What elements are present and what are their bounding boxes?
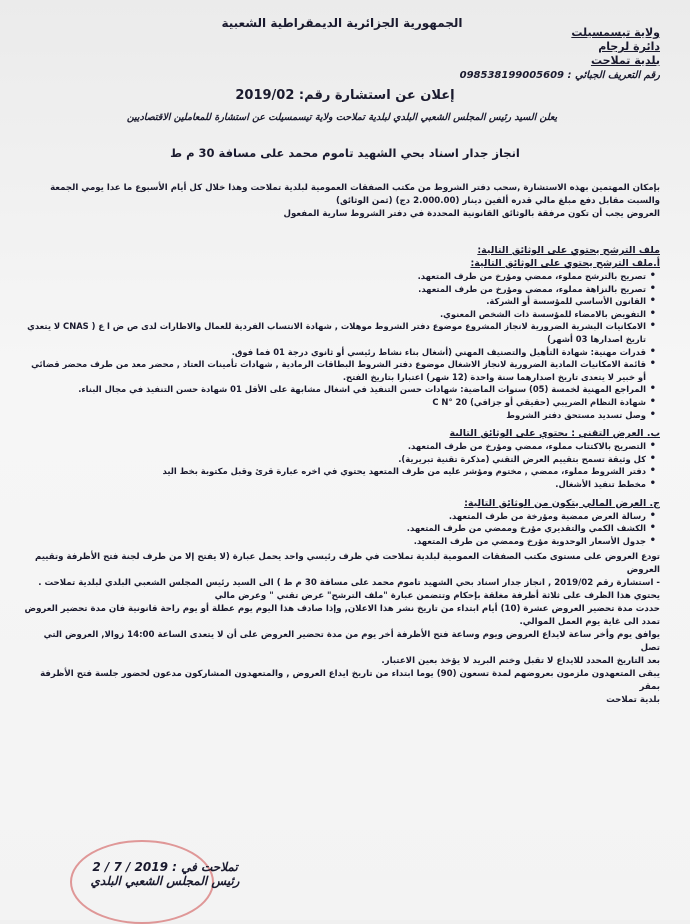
place-date: تملاحت في : 2019 / 7 / 2	[92, 860, 238, 874]
closing-line: يبقى المتعهدون ملزمون بعروضهم لمدة تسعون (90) يوما ابتداء من تاريخ ايداع العروض , والمتعهدون المشاركون مدعون لحضور جلسة فتح الأظرفة بمقر	[40, 669, 660, 693]
announcement-intro: يعلن السيد رئيس المجلس الشعبي البلدي لبلدية تملاحت ولاية تيسمسيلت عن استشارة للمعاملين الاقتصاديين	[126, 112, 558, 123]
list-b	[24, 440, 660, 490]
project-title: انجاز جدار اسناد بحي الشهيد تاموم محمد على مسافة 30 م ط	[170, 146, 520, 160]
list-c	[24, 510, 660, 548]
list-item: • الامكانيات البشرية الضرورية لانجاز المشروع موضوع دفتر الشروط موهلات , شهادة الانتساب الفردية للعمال والاطارات لدى ص ض ا ع ( CNAS لا يتعدي تاريخ اصدارها 03 أشهر)	[24, 320, 646, 345]
closing-line: يحتوي هذا الظرف على ثلاثة أظرفة مغلقة بإحكام وتتضمن عبارة "ملف الترشح" عرض تقني " وعرض مالي	[214, 591, 660, 602]
section-main-heading: ملف الترشح يحتوي على الوثائق التالية:	[477, 245, 660, 256]
closing-line: يوافق يوم وأخر ساعة لايداع العروض ويوم وساعة فتح الأظرفة أخر يوم من مدة تحضير العروض على أن لا يتعدى الساعة 14:00 زوالا, العروض التي تصل	[43, 630, 660, 654]
paragraph: العروض يجب أن تكون مرفقة بالوثائق القانونية المحددة في دفتر الشروط سارية المفعول	[283, 209, 660, 219]
section-candidacy	[24, 244, 660, 707]
paragraphs-block	[24, 182, 660, 221]
wilaya-name: ولاية تيسمسيلت	[571, 26, 660, 39]
republic-header: الجمهورية الجزائرية الديمقراطية الشعبية	[221, 16, 463, 30]
list-item: • قدرات مهنية: شهادة التأهيل والتصنيف المهني (أشغال بناء نشاط رئيسي أو ثانوي درجة 01 فما فوق.	[24, 346, 646, 359]
baladiya-name: بلدية تملاحت	[590, 54, 660, 67]
list-item: • قائمة الامكانيات المادية الضرورية لانجاز الاشغال موضوع دفتر الشروط البطاقات الرمادية , شهادات تأمينات العتاد , محضر معد من طرف محضر قضائي أو خبير لا يتعدى تاريخ اصدارهما سنة واحدة (12 شهر) اعتبارا بتاريخ الفتح.	[24, 358, 646, 383]
list-item: • تصريح بالترشح مملوء، ممضي ومؤرخ من طرف المتعهد.	[24, 270, 646, 283]
section-b-heading: ب. العرض التقني : يحتوي على الوثائق التالية	[449, 428, 660, 440]
paragraph: بإمكان المهتمين بهذه الاستشارة ,سحب دفتر الشروط من مكتب الصفقات العمومية لبلدية تملاحت وهذا خلال كل أيام الأسبوع ما عدا يومي الجمعة	[50, 183, 660, 193]
daira-name: دائرة لرجام	[598, 40, 660, 53]
list-item: • وصل تسديد مستحق دفتر الشروط	[24, 409, 646, 422]
list-a	[24, 270, 660, 421]
list-item: • التصريح بالاكتتاب مملوء، ممضي ومؤرخ من طرف المتعهد.	[24, 440, 646, 453]
announcement-title: إعلان عن استشارة رقم: 2019/02	[235, 88, 455, 103]
list-item: • دفتر الشروط مملوء، ممضي , مختوم ومؤشر عليه من طرف المتعهد يحتوي في اخره عبارة قرئ وقبل مكتوبة بخط اليد	[24, 465, 646, 478]
list-item: • المراجع المهنية لخمسة (05) سنوات الماضية: شهادات حسن التنفيذ في اشغال مشابهة على الأقل 01 شهادة حسن التنفيذ في مجال البناء.	[24, 383, 646, 396]
tax-id: رقم التعريف الجبائي : 098538199005609	[459, 70, 660, 81]
section-c-heading: ج. العرض المالي يتكون من الوثائق التالية:	[464, 497, 660, 509]
signature-block	[60, 860, 270, 888]
list-item: • شهادة النظام الضريبي (حقيقي أو جزافي) C N° 20	[24, 396, 646, 409]
list-item: • رسالة العرض ممضية ومؤرخة من طرف المتعهد.	[24, 510, 646, 523]
list-item: • كل وثيقة تسمح بتقييم العرض التقني (مذكرة تقنية تبريرية).	[24, 453, 646, 466]
closing-line: تودع العروض على مستوى مكتب الصفقات العمومية لبلدية تملاحت في ظرف رئيسي واحد يحمل عبارة (لا يفتح إلا من طرف لجنة فتح الأظرفة وتقييم العروض	[34, 552, 660, 576]
closing-line: - استشارة رقم 2019/02 , انجاز جدار اسناد بحي الشهيد تاموم محمد على مسافة 30 م ط ) الى السيد رئيس المجلس الشعبي البلدي لبلدية تملاحت .	[38, 578, 660, 589]
list-item: • تصريح بالنزاهة مملوء، ممضي ومؤرخ من طرف المتعهد.	[24, 283, 646, 296]
list-item: • الكشف الكمي والتقديري مؤرخ وممضي من طرف المتعهد.	[24, 522, 646, 535]
signer-title: رئيس المجلس الشعبي البلدي	[90, 874, 240, 888]
section-a-heading: أ.ملف الترشح يحتوي على الوثائق التالية:	[470, 258, 660, 269]
list-item: • مخطط تنفيذ الأشغال.	[24, 478, 646, 491]
paragraph: والسبت مقابل دفع مبلغ مالي قدره ألفين دينار (2.000.00 دج) (ثمن الوثائق)	[336, 196, 660, 206]
list-item: • جدول الأسعار الوحدوية مؤرخ وممضي من طرف المتعهد.	[24, 535, 646, 548]
closing-block	[24, 551, 660, 707]
closing-line: حددت مدة تحضير العروض عشرة (10) أيام ابتداء من تاريخ نشر هذا الاعلان, وإذا صادف هذا اليوم يوم عطلة أو يوم راحة قانونية فان مدة تحضير العروض	[24, 604, 660, 615]
list-item: • القانون الأساسي للمؤسسة أو الشركة.	[24, 295, 646, 308]
closing-line: تمدد الى غاية يوم العمل الموالي.	[519, 617, 660, 628]
closing-line: بلدية تملاحت	[606, 695, 660, 706]
closing-line: بعد التاريخ المحدد للايداع لا تقبل وختم البريد لا يؤخذ بعين الاعتبار.	[381, 656, 660, 667]
list-item: • التفويض بالامضاء للمؤسسة ذات الشخص المعنوي.	[24, 308, 646, 321]
issuer-block	[571, 26, 660, 68]
